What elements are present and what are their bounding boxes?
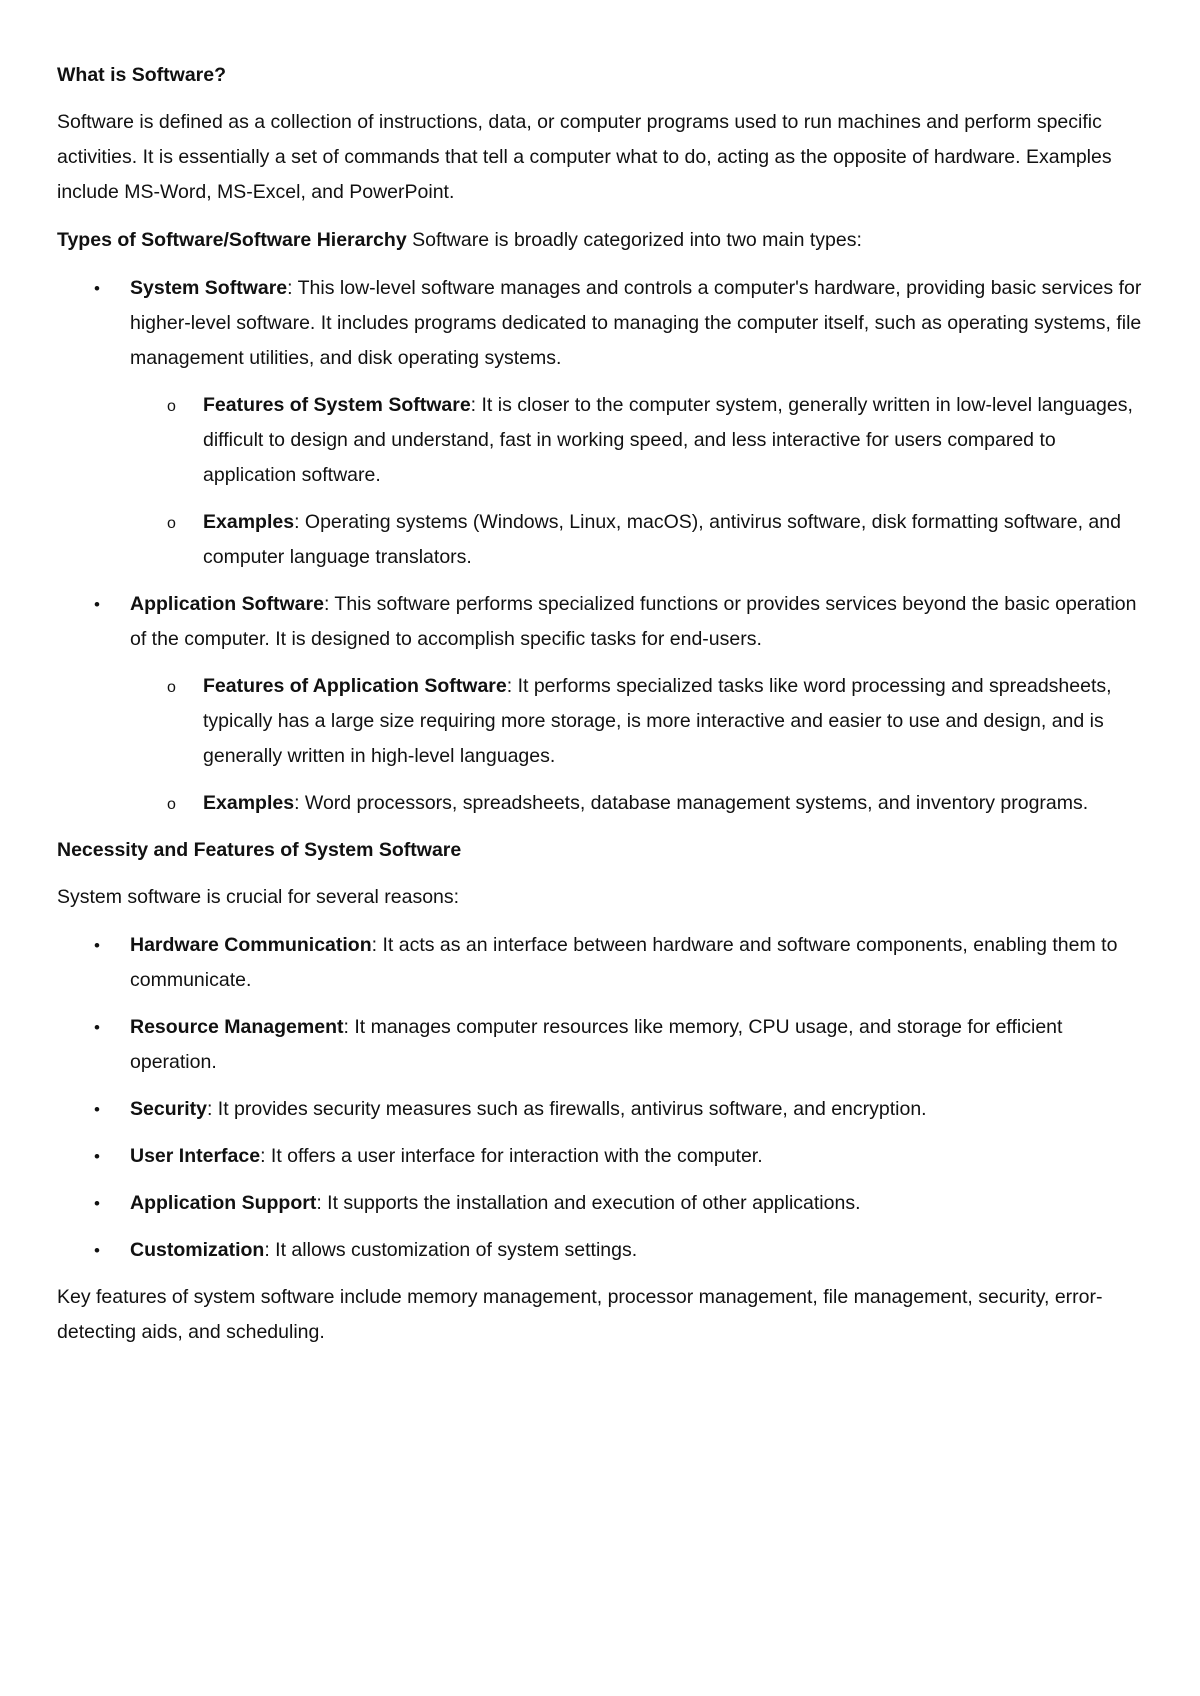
item-term: Hardware Communication <box>130 934 372 956</box>
bullet-icon: • <box>94 1147 100 1166</box>
sub-list <box>130 669 1144 821</box>
bullet-icon: • <box>94 1018 100 1037</box>
types-paragraph <box>57 223 1144 258</box>
necessity-intro: System software is crucial for several reasons: <box>57 886 460 908</box>
necessity-heading: Necessity and Features of System Software <box>57 839 462 861</box>
sub-list <box>130 388 1144 575</box>
list-item-system-software <box>57 271 1144 575</box>
bullet-icon: • <box>94 279 100 298</box>
sub-bullet-icon: o <box>167 796 176 813</box>
item-term: Application Software <box>130 593 324 615</box>
sub-item-text: : It is closer to the computer system, generally written in low-level languages, difficult to design and understand, fast in working speed, and less interactive for users compared to application software. <box>203 394 1133 486</box>
item-term: System Software <box>130 277 288 299</box>
item-text: : It manages computer resources like memory, CPU usage, and storage for efficient operation. <box>130 1016 1063 1073</box>
sub-list-item <box>130 388 1144 493</box>
intro-paragraph: Software is defined as a collection of instructions, data, or computer programs used to run machines and perform specific activities. It is essentially a set of commands that tell a computer what to do, acting as the opposite of hardware. Examples include MS-Word, MS-Excel, and PowerPoint. <box>57 111 1112 203</box>
closing-paragraph: Key features of system software include memory management, processor management, file management, security, error-detecting aids, and scheduling. <box>57 1286 1103 1343</box>
sub-bullet-icon: o <box>167 679 176 696</box>
sub-list-item <box>130 786 1144 821</box>
item-text: : It allows customization of system settings. <box>264 1239 638 1261</box>
list-item <box>57 1010 1144 1080</box>
item-text: : It provides security measures such as firewalls, antivirus software, and encryption. <box>206 1098 927 1120</box>
sub-item-text: : Operating systems (Windows, Linux, macOS), antivirus software, disk formatting software, and computer language translators. <box>203 511 1121 568</box>
sub-list-item <box>130 669 1144 774</box>
sub-item-term: Examples <box>203 792 295 814</box>
list-item <box>57 1092 1144 1127</box>
list-item <box>57 928 1144 998</box>
sub-item-term: Examples <box>203 511 295 533</box>
item-term: Resource Management <box>130 1016 344 1038</box>
item-term: User Interface <box>130 1145 261 1167</box>
sub-bullet-icon: o <box>167 398 176 415</box>
sub-bullet-icon: o <box>167 515 176 532</box>
sub-list-item <box>130 505 1144 575</box>
types-text: Software is broadly categorized into two main types: <box>406 229 862 251</box>
item-text: : This low-level software manages and controls a computer's hardware, providing basic services for higher-level software. It includes programs dedicated to managing the computer itself, such as operating systems, file management utilities, and disk operating systems. <box>130 277 1142 369</box>
item-term: Security <box>130 1098 207 1120</box>
list-item-application-software <box>57 587 1144 821</box>
bullet-icon: • <box>94 595 100 614</box>
sub-item-text: : It performs specialized tasks like word processing and spreadsheets, typically has a large size requiring more storage, is more interactive and easier to use and design, and is generally written in high-level languages. <box>203 675 1112 767</box>
list-item <box>57 1186 1144 1221</box>
bullet-icon: • <box>94 1194 100 1213</box>
bullet-icon: • <box>94 936 100 955</box>
types-heading: Types of Software/Software Hierarchy <box>57 229 407 251</box>
bullet-icon: • <box>94 1100 100 1119</box>
item-text: : This software performs specialized functions or provides services beyond the basic operation of the computer. It is designed to accomplish specific tasks for end-users. <box>130 593 1137 650</box>
item-term: Customization <box>130 1239 265 1261</box>
types-list <box>57 271 1144 821</box>
item-text: : It acts as an interface between hardware and software components, enabling them to communicate. <box>130 934 1118 991</box>
reasons-list <box>57 928 1144 1268</box>
item-text: : It offers a user interface for interaction with the computer. <box>260 1145 763 1167</box>
bullet-icon: • <box>94 1241 100 1260</box>
list-item <box>57 1139 1144 1174</box>
list-item <box>57 1233 1144 1268</box>
sub-item-term: Features of Application Software <box>203 675 507 697</box>
item-term: Application Support <box>130 1192 317 1214</box>
doc-title: What is Software? <box>57 64 227 86</box>
item-text: : It supports the installation and execution of other applications. <box>316 1192 861 1214</box>
sub-item-term: Features of System Software <box>203 394 471 416</box>
sub-item-text: : Word processors, spreadsheets, database management systems, and inventory programs. <box>294 792 1089 814</box>
